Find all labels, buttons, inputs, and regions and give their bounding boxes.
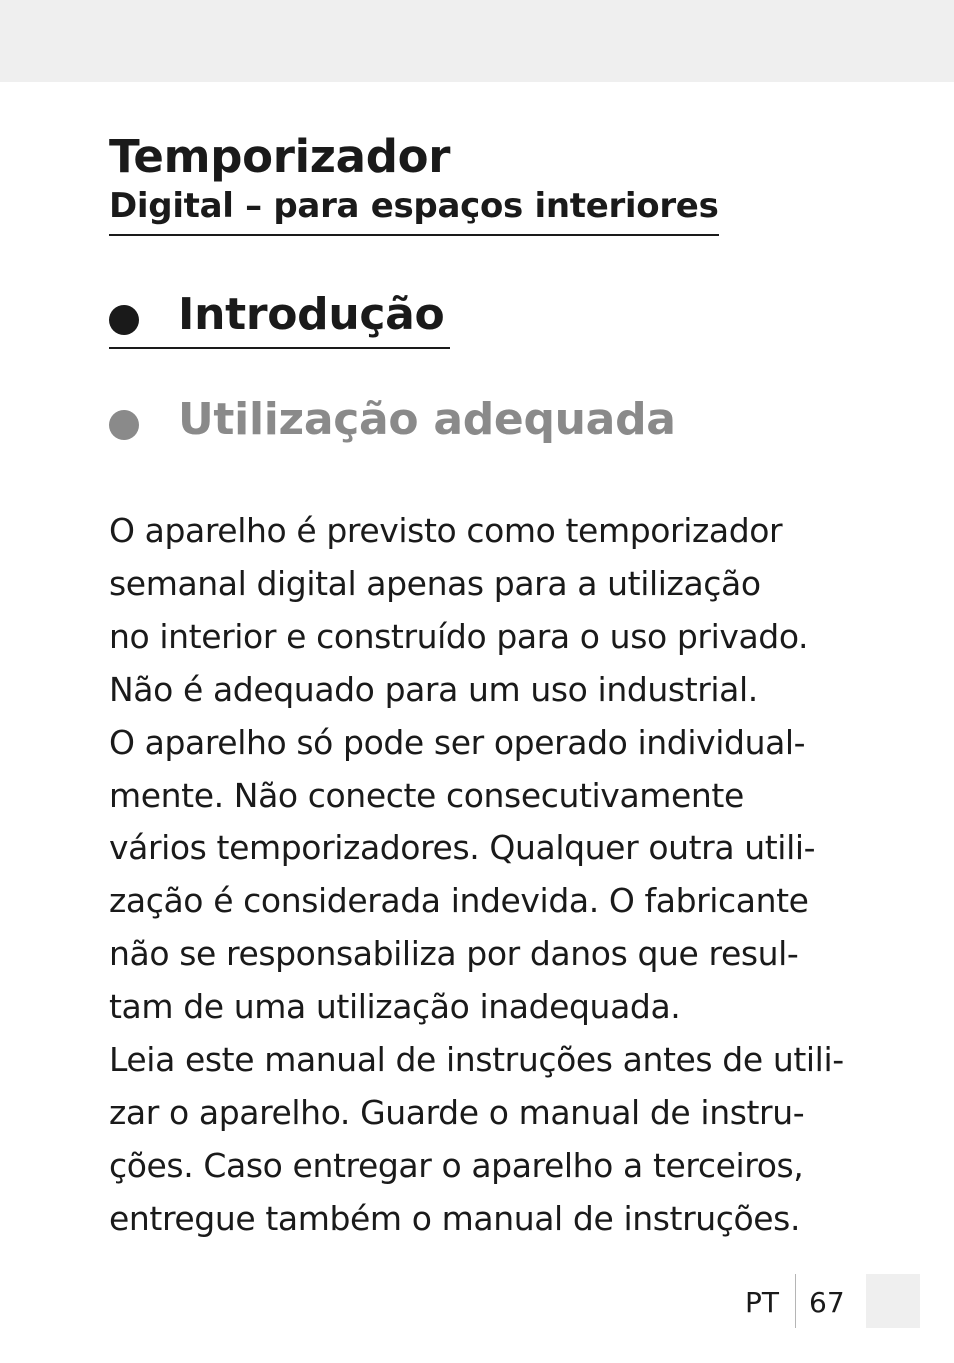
body-line: zar o aparelho. Guarde o manual de instru- xyxy=(109,1092,805,1132)
document-title: Temporizador xyxy=(109,130,451,183)
body-line: ções. Caso entregar o aparelho a terceiros, xyxy=(109,1145,804,1185)
footer-tab-marker xyxy=(866,1274,920,1328)
top-band xyxy=(0,0,954,82)
section-heading-text: Utilização adequada xyxy=(178,394,676,445)
body-line: O aparelho só pode ser operado individual- xyxy=(109,722,806,762)
body-line: tam de uma utilização inadequada. xyxy=(109,987,681,1027)
section-heading-introduction xyxy=(109,287,450,349)
section-heading-text: Introdução xyxy=(178,289,445,340)
body-line: semanal digital apenas para a utilização xyxy=(109,563,761,603)
section-heading-intended-use xyxy=(109,392,729,452)
body-line: mente. Não conecte consecutivamente xyxy=(109,775,744,815)
document-subtitle: Digital – para espaços interiores xyxy=(109,184,719,236)
title-block xyxy=(109,130,719,236)
bullet-icon xyxy=(109,410,139,440)
body-line: O aparelho é previsto como temporizador xyxy=(109,511,783,550)
body-line: Leia este manual de instruções antes de utili- xyxy=(109,1040,844,1080)
body-line: zação é considerada indevida. O fabricante xyxy=(109,881,809,921)
bullet-icon xyxy=(109,305,139,335)
body-line: Não é adequado para um uso industrial. xyxy=(109,669,758,709)
footer-divider xyxy=(795,1274,796,1328)
footer-language: PT xyxy=(745,1286,779,1319)
body-line: entregue também o manual de instruções. xyxy=(109,1198,801,1238)
body-line: não se responsabiliza por danos que resul- xyxy=(109,934,799,974)
page-number: 67 xyxy=(809,1286,845,1319)
body-paragraph xyxy=(109,505,869,1246)
body-line: no interior e construído para o uso privado. xyxy=(109,616,809,656)
body-line: vários temporizadores. Qualquer outra utili- xyxy=(109,828,816,868)
